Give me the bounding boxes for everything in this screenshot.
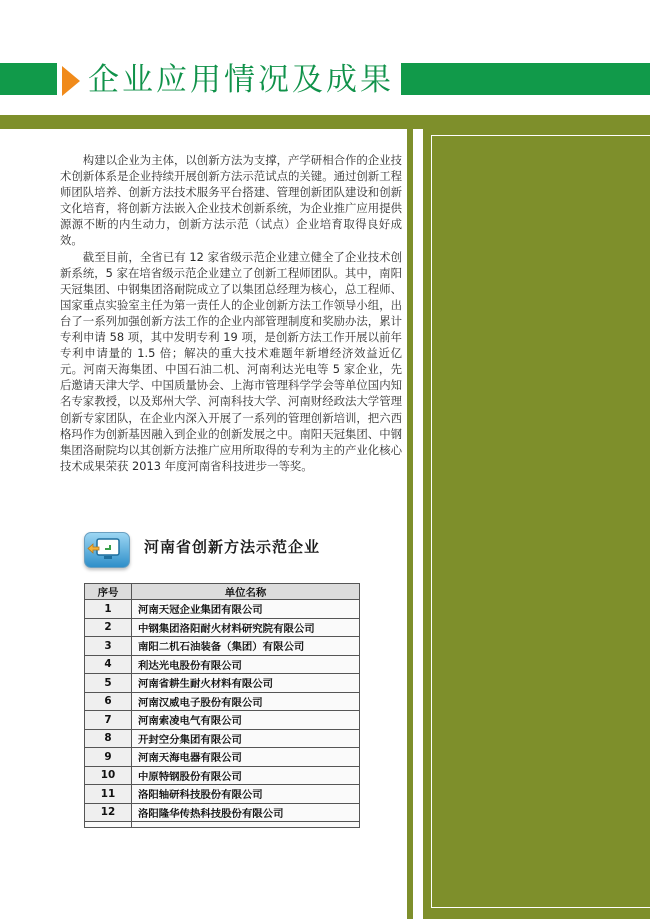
monitor-arrow-icon: [84, 532, 130, 568]
company-name: 河南省耕生耐火材料有限公司: [132, 674, 360, 693]
column-header-no: 序号: [85, 584, 132, 600]
table-row: [85, 618, 360, 637]
company-name: 中原特钢股份有限公司: [132, 766, 360, 785]
company-name: 南阳二机石油装备（集团）有限公司: [132, 637, 360, 656]
company-name: 中钢集团洛阳耐火材料研究院有限公司: [132, 618, 360, 637]
company-name: 河南天海电器有限公司: [132, 748, 360, 767]
header-green-bar-right: [401, 63, 650, 95]
row-number: 5: [85, 674, 132, 693]
table-bottom-spacer: [85, 822, 360, 828]
row-number: 1: [85, 600, 132, 619]
company-name: 河南索凌电气有限公司: [132, 711, 360, 730]
table-row: [85, 600, 360, 619]
table-header-row: [85, 584, 360, 600]
table-row: [85, 748, 360, 767]
table-row: [85, 803, 360, 822]
row-number: 10: [85, 766, 132, 785]
row-number: 11: [85, 785, 132, 804]
table-row: [85, 637, 360, 656]
row-number: 2: [85, 618, 132, 637]
header-green-bar-left: [0, 63, 57, 95]
company-name: 河南汉威电子股份有限公司: [132, 692, 360, 711]
header-arrow-icon: [62, 66, 80, 96]
row-number: 12: [85, 803, 132, 822]
table-row: [85, 692, 360, 711]
olive-side-stripe: [407, 129, 413, 919]
olive-divider-band: [0, 115, 650, 129]
row-number: 4: [85, 655, 132, 674]
company-name: 开封空分集团有限公司: [132, 729, 360, 748]
company-name: 利达光电股份有限公司: [132, 655, 360, 674]
side-panel-frame: [431, 135, 650, 908]
table-row: [85, 674, 360, 693]
paragraph: 构建以企业为主体，以创新方法为支撑，产学研相合作的企业技术创新体系是企业持续开展创新方法示范试点的关键。通过创新工程师团队培养、创新方法技术服务平台搭建、管理创新团队建设和创新文化培育，将创新方法嵌入企业技术创新系统，为企业推广应用提供源源不断的内生动力，创新方法示范（试点）企业培育取得良好成效。: [60, 153, 402, 248]
row-number: 6: [85, 692, 132, 711]
table-row: [85, 729, 360, 748]
row-number: 3: [85, 637, 132, 656]
demo-enterprise-table: [84, 583, 360, 828]
row-number: 9: [85, 748, 132, 767]
table-row: [85, 785, 360, 804]
row-number: 7: [85, 711, 132, 730]
table-row: [85, 655, 360, 674]
column-header-name: 单位名称: [132, 584, 360, 600]
table-heading: 河南省创新方法示范企业: [144, 538, 321, 556]
table-row: [85, 766, 360, 785]
table-row: [85, 711, 360, 730]
body-text: [60, 152, 402, 474]
company-name: 洛阳隆华传热科技股份有限公司: [132, 803, 360, 822]
company-name: 洛阳轴研科技股份有限公司: [132, 785, 360, 804]
row-number: 8: [85, 729, 132, 748]
page-title: 企业应用情况及成果: [88, 62, 394, 98]
company-name: 河南天冠企业集团有限公司: [132, 600, 360, 619]
paragraph: 截至目前，全省已有 12 家省级示范企业建立健全了企业技术创新系统，5 家在培省级示范企业建立了创新工程师团队。其中，南阳天冠集团、中钢集团洛耐院成立了以集团总经理为核心，总工程师、国家重点实验室主任为第一责任人的企业创新方法工作领导小组，出台了一系列加强创新方法工作的企业内部管理制度和奖励办法，累计专利申请 58 项，其中发明专利 19 项，是创新方法工作开展以前年专利申请量的 1.5 倍；解决的重大技术难题年新增经济效益近亿元。河南天海集团、中国石油二机、河南利达光电等 5 家企业，先后邀请天津大学、中国质量协会、上海市管理科学学会等单位国内知名专家教授，以及郑州大学、河南科技大学、河南财经政法大学管理创新专家团队，在企业内深入开展了一系列的管理创新培训，把六西格玛作为创新基因融入到企业的创新发展之中。南阳天冠集团、中钢集团洛耐院均以其创新方法推广应用所取得的专利为主的产业化核心技术成果荣获 2013 年度河南省科技进步一等奖。: [60, 249, 402, 473]
